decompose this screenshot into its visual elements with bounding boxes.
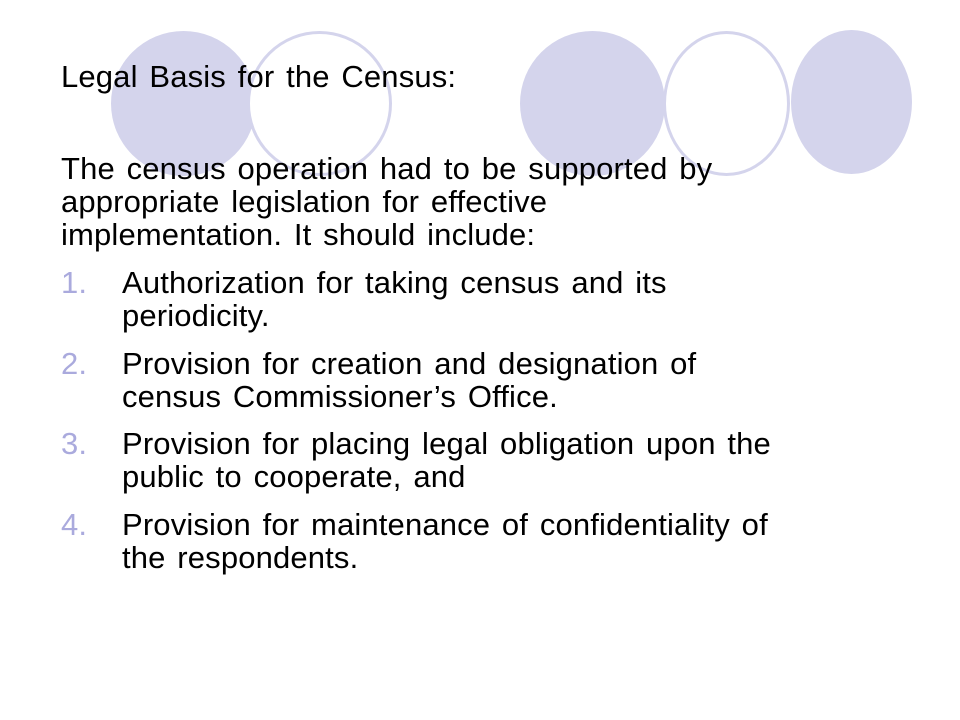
slide-heading: Legal Basis for the Census: [61,59,457,94]
list-item-text [122,347,922,413]
list-item-text [122,266,922,332]
list-item-text [122,427,922,493]
intro-line: The census operation had to be supported by [61,151,713,186]
list-number: 3. [61,426,88,461]
list-item-line: public to cooperate, and [122,459,466,494]
list-item-line: census Commissioner’s Office. [122,379,558,414]
list-item-line: Provision for maintenance of confidentiality of [122,507,768,542]
intro-line: implementation. It should include: [61,217,536,252]
intro-paragraph [61,152,960,251]
list-item-text [122,508,922,574]
list-item-line: periodicity. [122,298,270,333]
list-item-line: Provision for creation and designation of [122,346,697,381]
intro-line: appropriate legislation for effective [61,184,548,219]
list-number: 1. [61,265,88,300]
list-number: 4. [61,507,88,542]
list-number: 2. [61,346,88,381]
list-item-line: Authorization for taking census and its [122,265,667,300]
list-item-line: Provision for placing legal obligation upon the [122,426,771,461]
list-item-line: the respondents. [122,540,359,575]
